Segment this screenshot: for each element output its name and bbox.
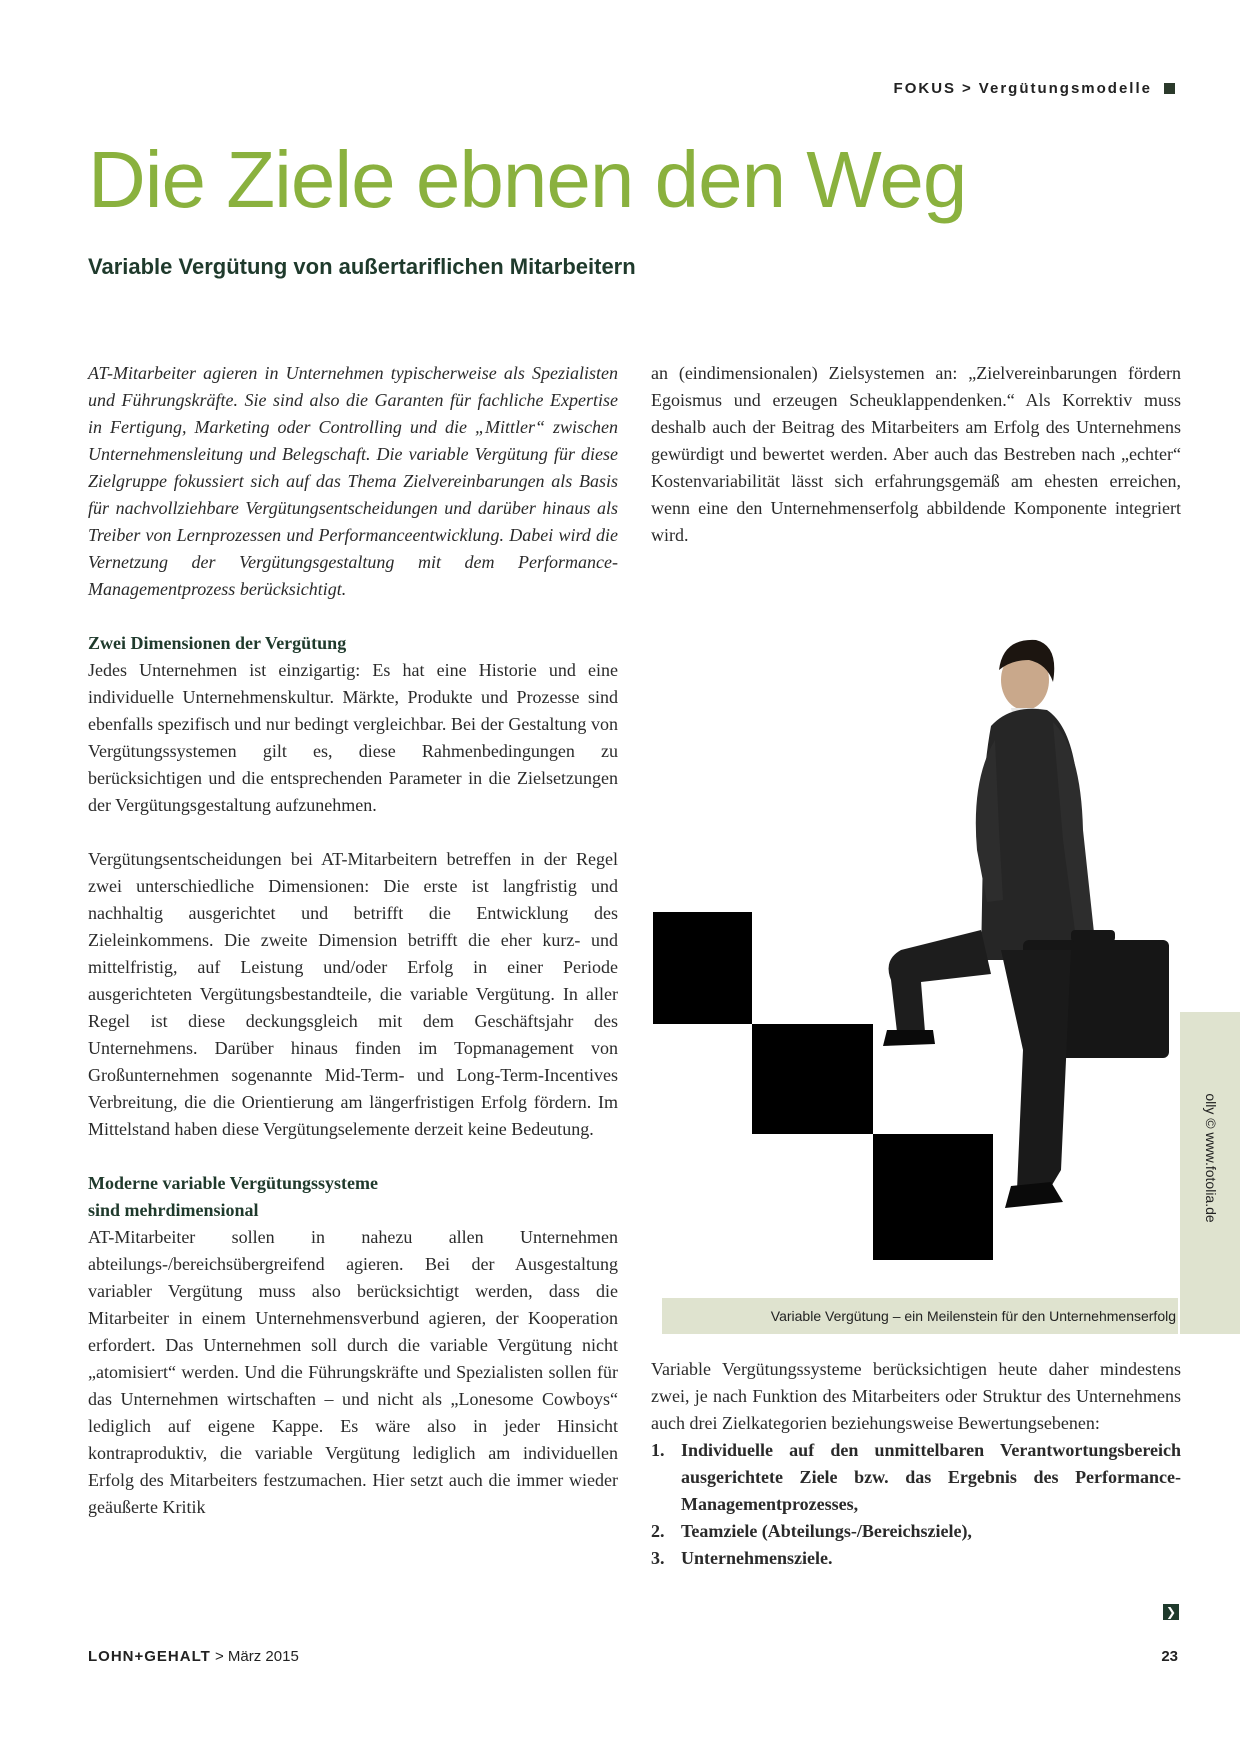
stair-block-middle <box>752 1024 873 1134</box>
section-heading-dimensions: Zwei Dimensionen der Vergütung <box>88 633 347 653</box>
chevron-right-icon: > <box>962 80 973 97</box>
body-paragraph: AT-Mitarbeiter sollen in nahezu allen Unternehmen abteilungs-/bereichsübergreifend agieren. Bei der Ausgestaltung variabler Vergütung muss also berücksichtigt werden, dass die Mitarbeiter in einem Unternehmensverbund agieren, der Kooperation erfordert. Das Unternehmen soll durch die variable Vergütung nicht „atomisiert“ werden. Und die Führungskräfte und Spezialisten sollen für das Unternehmen wirtschaften – und nicht als „Lonesome Cowboys“ lediglich auf eigene Kappe. Es wäre also in jeder Hinsicht kontraproduktiv, die variable Vergütung lediglich am individuellen Erfolg des Mitarbeiters festzumachen. Hier setzt auch die immer wieder geäußerte Kritik <box>88 1227 618 1517</box>
caption-text: Variable Vergütung – ein Meilenstein für den Unternehmenserfolg <box>770 1308 1176 1324</box>
running-header <box>894 80 1175 97</box>
continue-arrow-icon[interactable]: ❯ <box>1163 1604 1179 1620</box>
photo-credit: olly © www.fotolia.de <box>1203 1093 1219 1223</box>
right-column <box>651 360 1181 549</box>
list-item: 3. Unternehmensziele. <box>651 1548 833 1568</box>
body-paragraph: Variable Vergütungssysteme berücksichtigen heute daher mindestens zwei, je nach Funktion des Mitarbeiters oder Struktur des Unternehmens auch drei Zielkategorien beziehungsweise Bewertungsebenen: <box>651 1359 1181 1433</box>
chevron-right-icon: > <box>214 1648 224 1665</box>
body-paragraph: Vergütungsentscheidungen bei AT-Mitarbeitern betreffen in der Regel zwei unterschiedliche Dimensionen: Die erste ist langfristig und nachhaltig ausgerichtet und betrifft die Entwicklung des Zieleinkommens. Die zweite Dimension betrifft die eher kurz- und mittelfristig, auf Leistung und/oder Erfolg in einer Periode ausgerichteten Vergütungsbestandteile, die variable Vergütung. In aller Regel ist diese deckungsgleich mit dem Geschäftsjahr des Unternehmens. Darüber hinaus finden im Topmanagement von Großunternehmen sogenannte Mid-Term- und Long-Term-Incentives Verbreitung, die die Orientierung am längerfristigen Erfolg fördern. Im Mittelstand haben diese Vergütungselemente derzeit keine Bedeutung. <box>88 849 618 1139</box>
body-paragraph: Jedes Unternehmen ist einzigartig: Es hat eine Historie und eine individuelle Unternehmenskultur. Märkte, Produkte und Prozesse sind ebenfalls spezifisch und nur bedingt vergleichbar. Bei der Gestaltung von Vergütungssystemen gilt es, diese Rahmenbedingungen zu berücksichtigen und die entsprechenden Parameter in die Zielsetzungen der Vergütungsgestaltung aufzunehmen. <box>88 660 618 815</box>
square-marker-icon <box>1164 83 1175 94</box>
right-column-lower <box>651 1356 1181 1572</box>
figure-caption <box>662 1298 1178 1334</box>
goal-categories-list <box>651 1437 1181 1572</box>
intro-paragraph: AT-Mitarbeiter agieren in Unternehmen typischerweise als Spezialisten und Führungskräfte. Sie sind also die Garanten für fachliche Expertise in Fertigung, Marketing oder Controlling und die „Mittler“ zwischen Unternehmensleitung und Belegschaft. Die variable Vergütung für diese Zielgruppe fokussiert sich auf das Thema Zielvereinbarungen als Basis für nachvollziehbare Vergütungsentscheidungen und darüber hinaus als Treiber von Lernprozessen und Performanceentwicklung. Dabei wird die Vernetzung der Vergütungsgestaltung mit dem Performance-Managementprozess berücksichtigt. <box>88 363 618 599</box>
stair-block-top <box>653 912 752 1024</box>
page-number: 23 <box>1161 1648 1178 1665</box>
footer-issue <box>88 1648 299 1665</box>
magazine-name: LOHN+GEHALT <box>88 1648 211 1665</box>
list-item: 1. Individuelle auf den unmittelbaren Verantwortungsbereich ausgerichtete Ziele bzw. das Ergebnis des Performance-Managementprozesses, <box>651 1440 1181 1514</box>
section-heading-modern-line2: sind mehrdimensional <box>88 1200 259 1220</box>
businessman-figure <box>883 640 1169 1208</box>
page-subtitle: Variable Vergütung von außertariflichen Mitarbeitern <box>88 254 636 279</box>
list-item: 2. Teamziele (Abteilungs-/Bereichsziele), <box>651 1521 972 1541</box>
topic-label: Vergütungsmodelle <box>978 80 1152 97</box>
body-paragraph: an (eindimensionalen) Zielsystemen an: „Zielvereinbarungen fördern Egoismus und erzeugen Scheuklappendenken.“ Als Korrektiv muss deshalb auch der Beitrag des Mitarbeiters am Erfolg des Unternehmens gewürdigt und bewertet werden. Aber auch das Bestreben nach „echter“ Kostenvariabilität lässt sich erfahrungsgemäß am ehesten erreichen, wenn eine den Unternehmenserfolg abbildende Komponente integriert wird. <box>651 363 1181 545</box>
page-title: Die Ziele ebnen den Weg <box>88 135 967 224</box>
section-heading-modern-line1: Moderne variable Vergütungssysteme <box>88 1173 378 1193</box>
section-label: FOKUS <box>893 80 957 97</box>
issue-date: März 2015 <box>227 1648 299 1665</box>
businessman-stairs-photo <box>651 630 1178 1265</box>
stair-block-bottom <box>873 1134 993 1260</box>
left-column <box>88 360 618 1521</box>
